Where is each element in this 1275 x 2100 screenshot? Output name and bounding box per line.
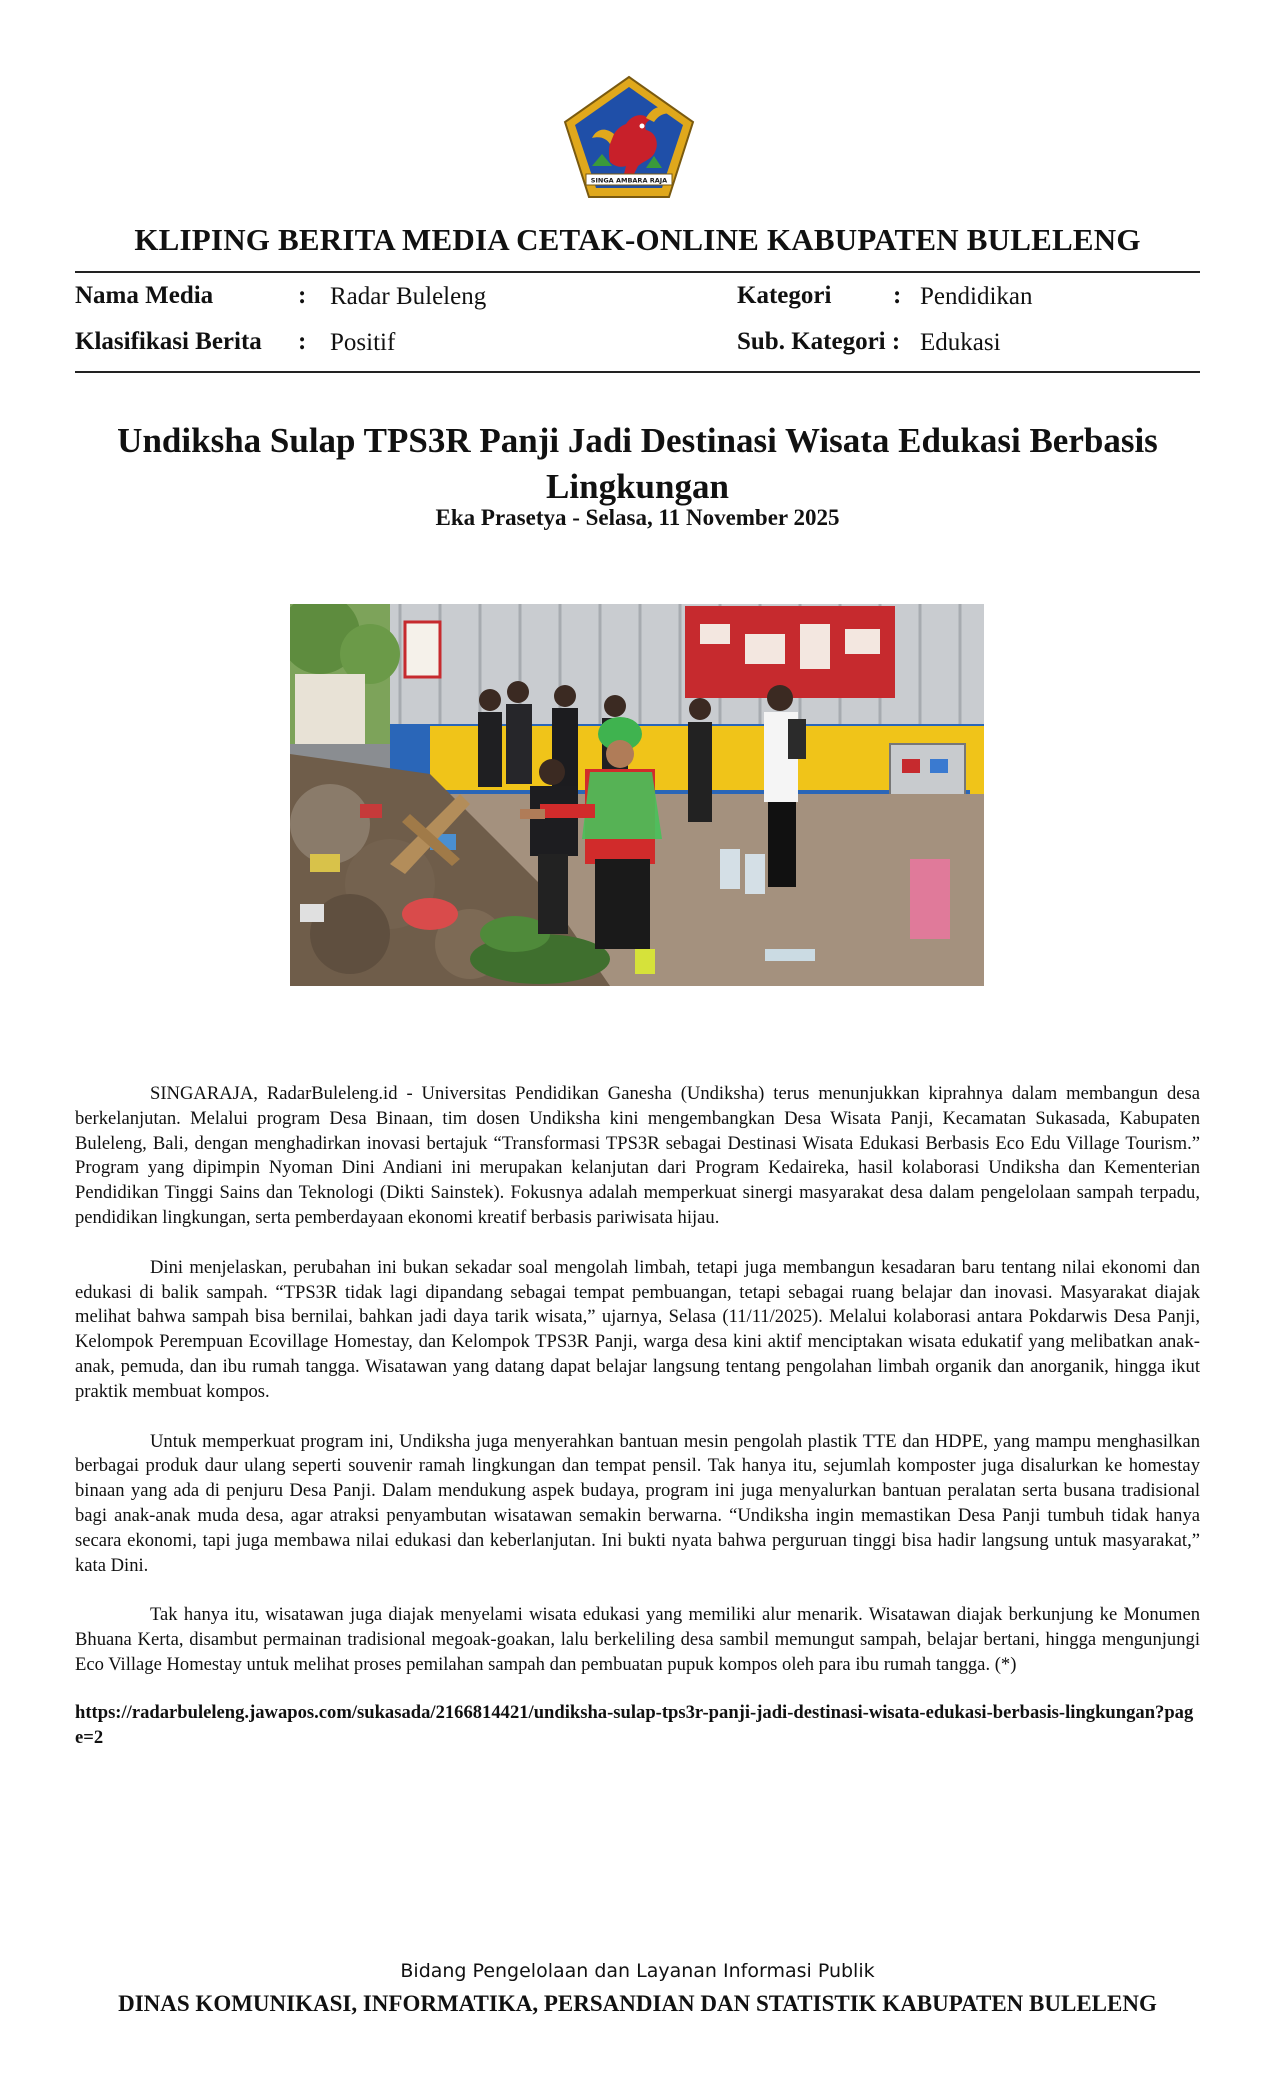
article-body [75, 1082, 1200, 1750]
regency-logo [562, 74, 696, 200]
category-label: Kategori [737, 282, 832, 309]
article-title: Undiksha Sulap TPS3R Panji Jadi Destinasi Wisata Edukasi Berbasis Lingkungan [117, 421, 1158, 506]
source-url-link[interactable]: https://radarbuleleng.jawapos.com/sukasada/2166814421/undiksha-sulap-tps3r-panji-jadi-destinasi-wisata-edukasi-berbasis-lingkungan?page=2 [75, 1701, 1194, 1748]
clipping-header-title: KLIPING BERITA MEDIA CETAK-ONLINE KABUPATEN BULELENG [134, 222, 1141, 257]
media-name-value: Radar Buleleng [330, 283, 487, 310]
news-classification-label: Klasifikasi Berita [75, 328, 262, 355]
article-byline: Eka Prasetya - Selasa, 11 November 2025 [435, 505, 840, 530]
header-rule-bottom [75, 371, 1200, 373]
category-colon: : [893, 282, 902, 309]
article-photo [290, 604, 984, 986]
subcategory-label: Sub. Kategori : [737, 328, 901, 355]
footer-division: Bidang Pengelolaan dan Layanan Informasi Publik [400, 1960, 875, 1982]
header-rule-top [75, 271, 1200, 273]
footer-agency: DINAS KOMUNIKASI, INFORMATIKA, PERSANDIAN DAN STATISTIK KABUPATEN BULELENG [118, 1991, 1157, 2016]
article-paragraph-1: SINGARAJA, RadarBuleleng.id - Universitas Pendidikan Ganesha (Undiksha) terus menunjukkan kiprahnya dalam membangun desa berkelanjutan. Melalui program Desa Binaan, tim dosen Undiksha kini mengembangkan Desa Wisata Panji, Kecamatan Sukasada, Kabupaten Buleleng, Bali, dengan menghadirkan inovasi bertajuk “Transformasi TPS3R sebagai Destinasi Wisata Edukasi Berbasis Eco Edu Village Tourism.” Program yang dipimpin Nyoman Dini Andiani ini merupakan kelanjutan dari Program Kedaireka, hasil kolaborasi Undiksha dan Kementerian Pendidikan Tinggi Sains dan Teknologi (Dikti Sainstek). Fokusnya adalah memperkuat sinergi masyarakat desa dalam pengelolaan sampah terpadu, pendidikan lingkungan, serta pemberdayaan ekonomi kreatif berbasis pariwisata hijau. [75, 1083, 1200, 1228]
article-paragraph-3: Untuk memperkuat program ini, Undiksha juga menyerahkan bantuan mesin pengolah plastik TTE dan HDPE, yang mampu menghasilkan berbagai produk daur ulang seperti souvenir ramah lingkungan dan tempat pensil. Tak hanya itu, sejumlah komposter juga disalurkan ke homestay binaan yang ada di penjuru Desa Panji. Dalam mendukung aspek budaya, program ini juga menyalurkan bantuan peralatan serta busana tradisional bagi anak-anak muda desa, agar atraksi penyambutan wisatawan semakin berwarna. “Undiksha ingin memastikan Desa Panji tumbuh tidak hanya secara ekonomi, tapi juga membawa nilai edukasi dan keberlanjutan. Ini bukti nyata bahwa perguruan tinggi bisa hadir langsung untuk masyarakat,” kata Dini. [75, 1430, 1200, 1576]
category-value: Pendidikan [920, 283, 1033, 310]
article-paragraph-2: Dini menjelaskan, perubahan ini bukan sekadar soal mengolah limbah, tetapi juga membangun kesadaran baru tentang nilai ekonomi dan edukasi di balik sampah. “TPS3R tidak lagi dipandang sebagai tempat pembuangan, tetapi sebagai ruang belajar dan inovasi. Masyarakat diajak melihat bahwa sampah bisa bernilai, bahkan jadi daya tarik wisata,” ujarnya, Selasa (11/11/2025). Melalui kolaborasi antara Pokdarwis Desa Panji, Kelompok Perempuan Ecovillage Homestay, dan Kelompok TPS3R Panji, warga desa kini aktif menciptakan wisata edukatif yang melibatkan anak-anak, pemuda, dan ibu rumah tangga. Wisatawan yang datang dapat belajar langsung tentang pengolahan limbah organik dan anorganik, hingga ikut praktik membuat kompos. [75, 1256, 1200, 1402]
logo-motto: SINGA AMBARA RAJA [590, 176, 668, 185]
article-paragraph-4: Tak hanya itu, wisatawan juga diajak menyelami wisata edukasi yang memiliki alur menarik. Wisatawan diajak berkunjung ke Monumen Bhuana Kerta, disambut permainan tradisional megoak-goakan, lalu berkeliling desa sambil memungut sampah, belajar bertani, hingga mengunjungi Eco Village Homestay untuk melihat proses pemilahan sampah dan pembuatan pupuk kompos oleh para ibu rumah tangga. (*) [75, 1604, 1200, 1675]
media-name-label: Nama Media [75, 282, 214, 309]
news-classification-value: Positif [330, 329, 396, 356]
news-classification-colon: : [298, 328, 307, 355]
subcategory-value: Edukasi [920, 329, 1001, 356]
media-name-colon: : [298, 282, 307, 309]
